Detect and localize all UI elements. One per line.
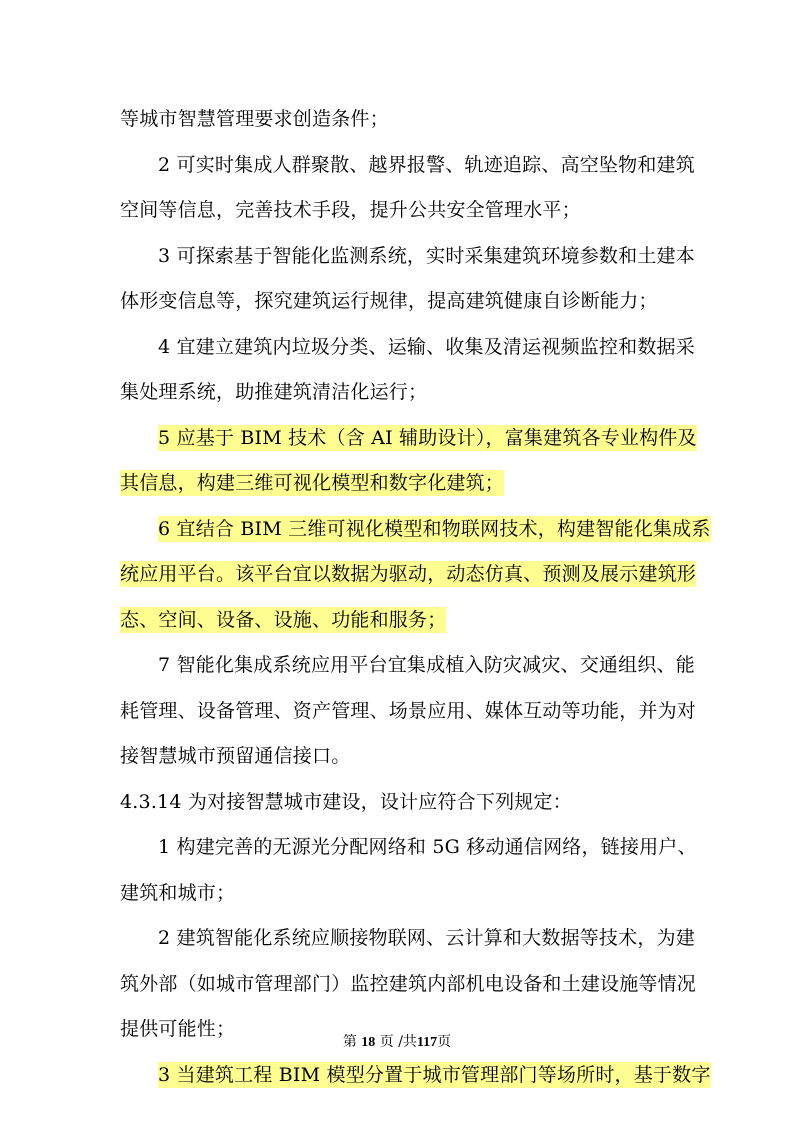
line-text: 3 可探索基于智能化监测系统，实时采集建筑环境参数和土建本 (158, 244, 695, 267)
line-text: 集处理系统，助推建筑清洁化运行； (120, 381, 428, 403)
highlighted-text: 统应用平台。该平台宜以数据为驱动，动态仿真、预测及展示建筑形 (120, 563, 697, 585)
line-text: 7 智能化集成系统应用平台宜集成植入防灾减灾、交通组织、能 (158, 654, 695, 676)
text-line (120, 1053, 711, 1099)
text-line (120, 461, 676, 507)
line-text: 2 可实时集成人群聚散、越界报警、轨迹追踪、高空坠物和建筑 (158, 153, 695, 176)
line-text: 筑外部（如城市管理部门）监控建筑内部机电设备和土建设施等情况 (120, 972, 697, 995)
footer-prefix: 第 (342, 1034, 357, 1050)
total-page-count: 117 (416, 1035, 438, 1050)
text-line (120, 325, 695, 371)
highlighted-text: 态、空间、设备、设施、功能和服务； (120, 608, 447, 631)
footer-middle: 页 /共 (379, 1034, 417, 1050)
text-line (120, 188, 676, 234)
line-text: 4 宜建立建筑内垃圾分类、运输、收集及清运视频监控和数据采 (158, 335, 695, 358)
text-line (120, 916, 695, 962)
line-text: 体形变信息等，探究建筑运行规律，提高建筑健康自诊断能力； (120, 290, 658, 312)
line-text: 耗管理、设备管理、资产管理、场景应用、媒体互动等功能，并为对 (120, 699, 697, 722)
text-line (120, 598, 676, 644)
highlighted-text: 5 应基于 BIM 技术（含 AI 辅助设计），富集建筑各专业构件及 (158, 426, 697, 449)
text-line (120, 507, 711, 553)
text-line (120, 825, 697, 871)
text-line (120, 871, 676, 917)
text-line (120, 97, 676, 143)
text-line (120, 734, 676, 780)
current-page-number: 18 (361, 1035, 376, 1050)
line-text: 建筑和城市； (120, 881, 236, 904)
line-text: 4.3.14 为对接智慧城市建设，设计应符合下列规定： (120, 790, 572, 813)
line-text: 接智慧城市预留通信接口。 (120, 745, 351, 767)
text-line (120, 552, 697, 598)
line-text: 等城市智慧管理要求创造条件； (120, 108, 389, 130)
text-line (120, 643, 695, 689)
line-text: 空间等信息，完善技术手段，提升公共安全管理水平； (120, 199, 581, 221)
text-line (120, 416, 697, 462)
text-line (120, 780, 676, 826)
line-text: 提供可能性； (120, 1018, 236, 1040)
text-line (120, 234, 695, 280)
text-line (120, 279, 676, 325)
page-body (120, 97, 711, 1098)
page-footer (0, 1031, 794, 1051)
line-text: 1 构建完善的无源光分配网络和 5G 移动通信网络，链接用户、 (158, 836, 697, 858)
highlighted-text: 其信息，构建三维可视化模型和数字化建筑； (120, 472, 505, 494)
highlighted-text: 6 宜结合 BIM 三维可视化模型和物联网技术，构建智能化集成系 (158, 517, 711, 540)
line-text: 2 建筑智能化系统应顺接物联网、云计算和大数据等技术，为建 (158, 927, 695, 949)
text-line (120, 689, 697, 735)
text-line (120, 962, 697, 1008)
text-line (120, 143, 695, 189)
text-line (120, 370, 676, 416)
highlighted-text: 3 当建筑工程 BIM 模型分置于城市管理部门等场所时，基于数字 (158, 1063, 711, 1086)
footer-suffix: 页 (437, 1034, 452, 1050)
